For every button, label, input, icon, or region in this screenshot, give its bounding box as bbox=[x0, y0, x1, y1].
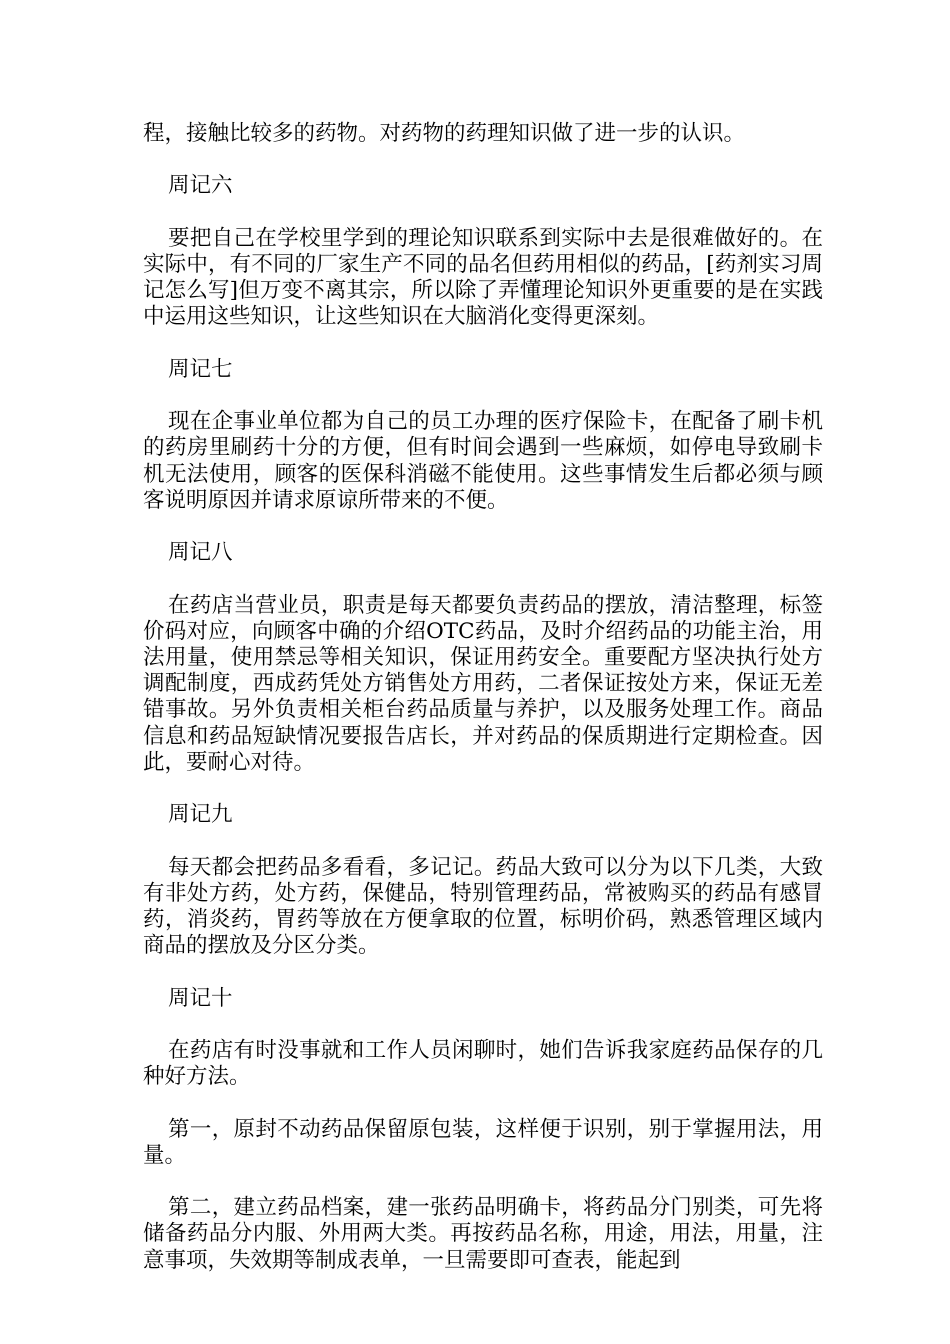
paragraph-intro-continuation: 程，接触比较多的药物。对药物的药理知识做了进一步的认识。 bbox=[143, 121, 746, 146]
heading-week-10: 周记十 bbox=[168, 985, 233, 1011]
paragraph-week-9: 每天都会把药品多看看，多记记。药品大致可以分为以下几类，大致有非处方药，处方药，保健品，特别管理药品，常被购买的药品有感冒药，消炎药，胃药等放在方便拿取的位置，标明价码，熟悉管理区域内商品的摆放及分区分类。 bbox=[143, 854, 823, 959]
paragraph-week-7: 现在企事业单位都为自己的员工办理的医疗保险卡，在配备了刷卡机的药房里刷药十分的方便，但有时间会遇到一些麻烦，如停电导致刷卡机无法使用，顾客的医保科消磁不能使用。这些事情发生后都必须与顾客说明原因并请求原谅所带来的不便。 bbox=[143, 409, 823, 513]
paragraph-tip-1: 第一，原封不动药品保留原包装，这样便于识别，别于掌握用法，用量。 bbox=[143, 1116, 823, 1168]
heading-week-8: 周记八 bbox=[168, 540, 233, 566]
heading-week-7: 周记七 bbox=[168, 356, 233, 382]
paragraph-week-10-intro: 在药店有时没事就和工作人员闲聊时，她们告诉我家庭药品保存的几种好方法。 bbox=[143, 1037, 823, 1090]
heading-week-9: 周记九 bbox=[168, 802, 233, 828]
paragraph-tip-2: 第二，建立药品档案，建一张药品明确卡，将药品分门别类，可先将储备药品分内服、外用两大类。再按药品名称，用途，用法，用量，注意事项，失效期等制成表单，一旦需要即可查表，能起到 bbox=[143, 1195, 823, 1273]
paragraph-week-6: 要把自己在学校里学到的理论知识联系到实际中去是很难做好的。在实际中，有不同的厂家生产不同的品名但药用相似的药品，[药剂实习周记怎么写]但万变不离其宗，所以除了弄懂理论知识外更重要的是在实践中运用这些知识，让这些知识在大脑消化变得更深刻。 bbox=[143, 225, 823, 330]
paragraph-week-8: 在药店当营业员，职责是每天都要负责药品的摆放，清洁整理，标签价码对应，向顾客中确的介绍OTC药品，及时介绍药品的功能主治，用法用量，使用禁忌等相关知识，保证用药安全。重要配方坚决执行处方调配制度，西成药凭处方销售处方用药，二者保证按处方来，保证无差错事故。另外负责相关柜台药品质量与养护，以及服务处理工作。商品信息和药品短缺情况要报告店长，并对药品的保质期进行定期检查。因此，要耐心对待。 bbox=[143, 592, 823, 775]
heading-week-6: 周记六 bbox=[168, 173, 233, 199]
document-page bbox=[143, 121, 823, 1300]
